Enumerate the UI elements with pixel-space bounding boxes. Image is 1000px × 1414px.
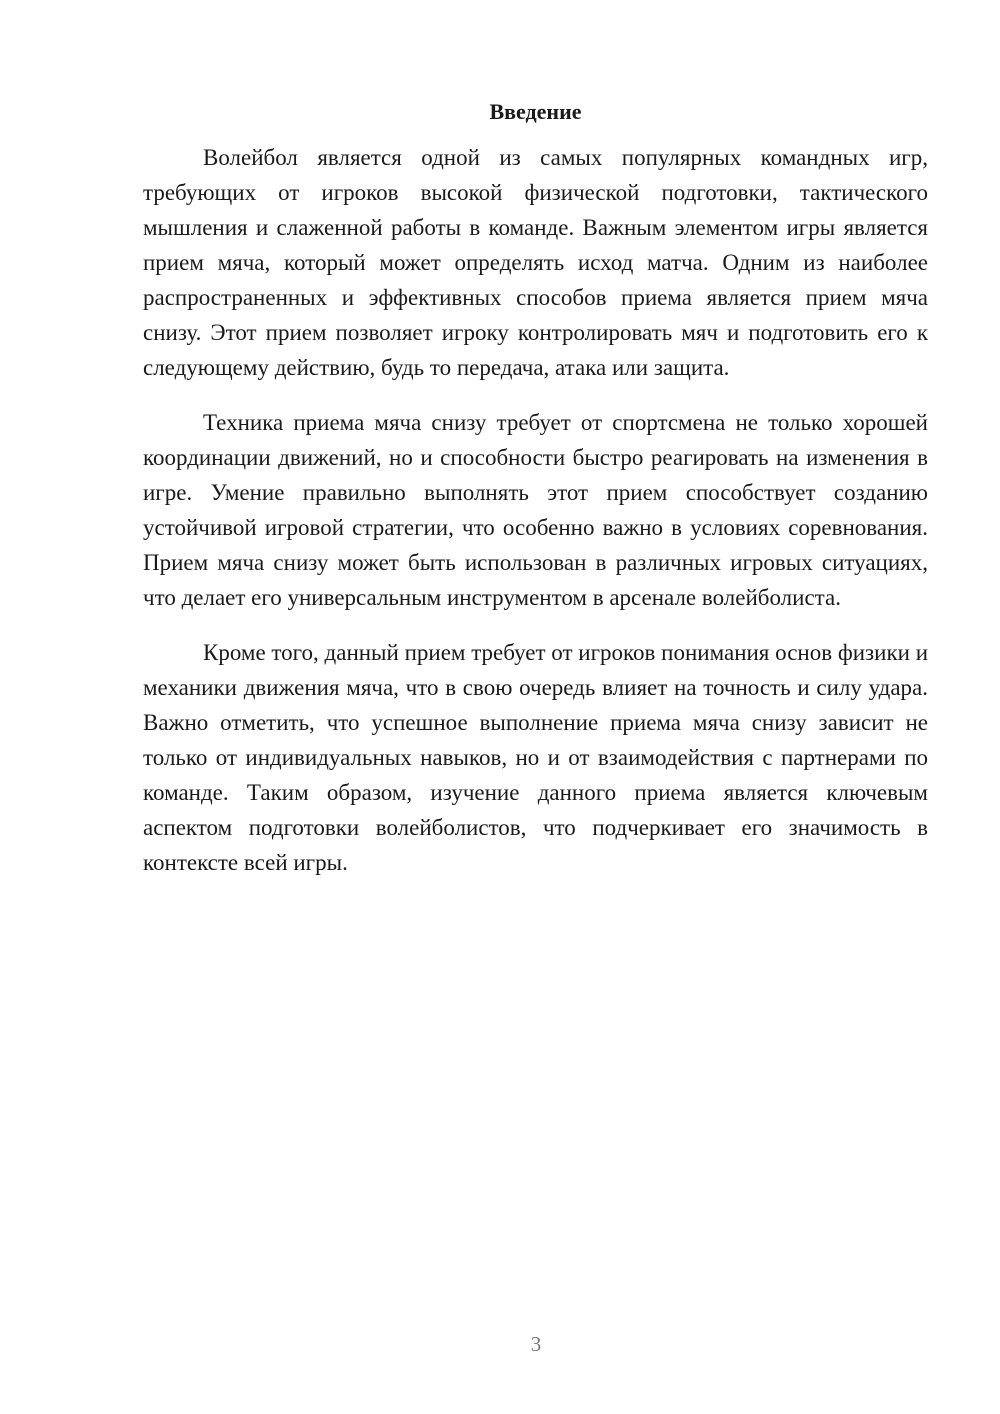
paragraph-2: Техника приема мяча снизу требует от спортсмена не только хорошей координации движений, но и способности быстро реагировать на изменения в игре. Умение правильно выполнять этот прием способствует созданию устойчивой игровой стратегии, что особенно важно в условиях соревнования. Прием мяча снизу может быть использован в различных игровых ситуациях, что делает его универсальным инструментом в арсенале волейболиста. <box>143 410 928 610</box>
paragraph-1: Волейбол является одной из самых популярных командных игр, требующих от игроков высокой физической подготовки, тактического мышления и слаженной работы в команде. Важным элементом игры является прием мяча, который может определять исход матча. Одним из наиболее распространенных и эффективных способов приема является прием мяча снизу. Этот прием позволяет игроку контролировать мяч и подготовить его к следующему действию, будь то передача, атака или защита. <box>143 145 928 380</box>
section-heading: Введение <box>489 99 582 124</box>
document-body <box>143 94 928 900</box>
paragraph-3: Кроме того, данный прием требует от игроков понимания основ физики и механики движения мяча, что в свою очередь влияет на точность и силу удара. Важно отметить, что успешное выполнение приема мяча снизу зависит не только от индивидуальных навыков, но и от взаимодействия с партнерами по команде. Таким образом, изучение данного приема является ключевым аспектом подготовки волейболистов, что подчеркивает его значимость в контексте всей игры. <box>143 640 928 875</box>
page-number: 3 <box>530 1332 542 1356</box>
